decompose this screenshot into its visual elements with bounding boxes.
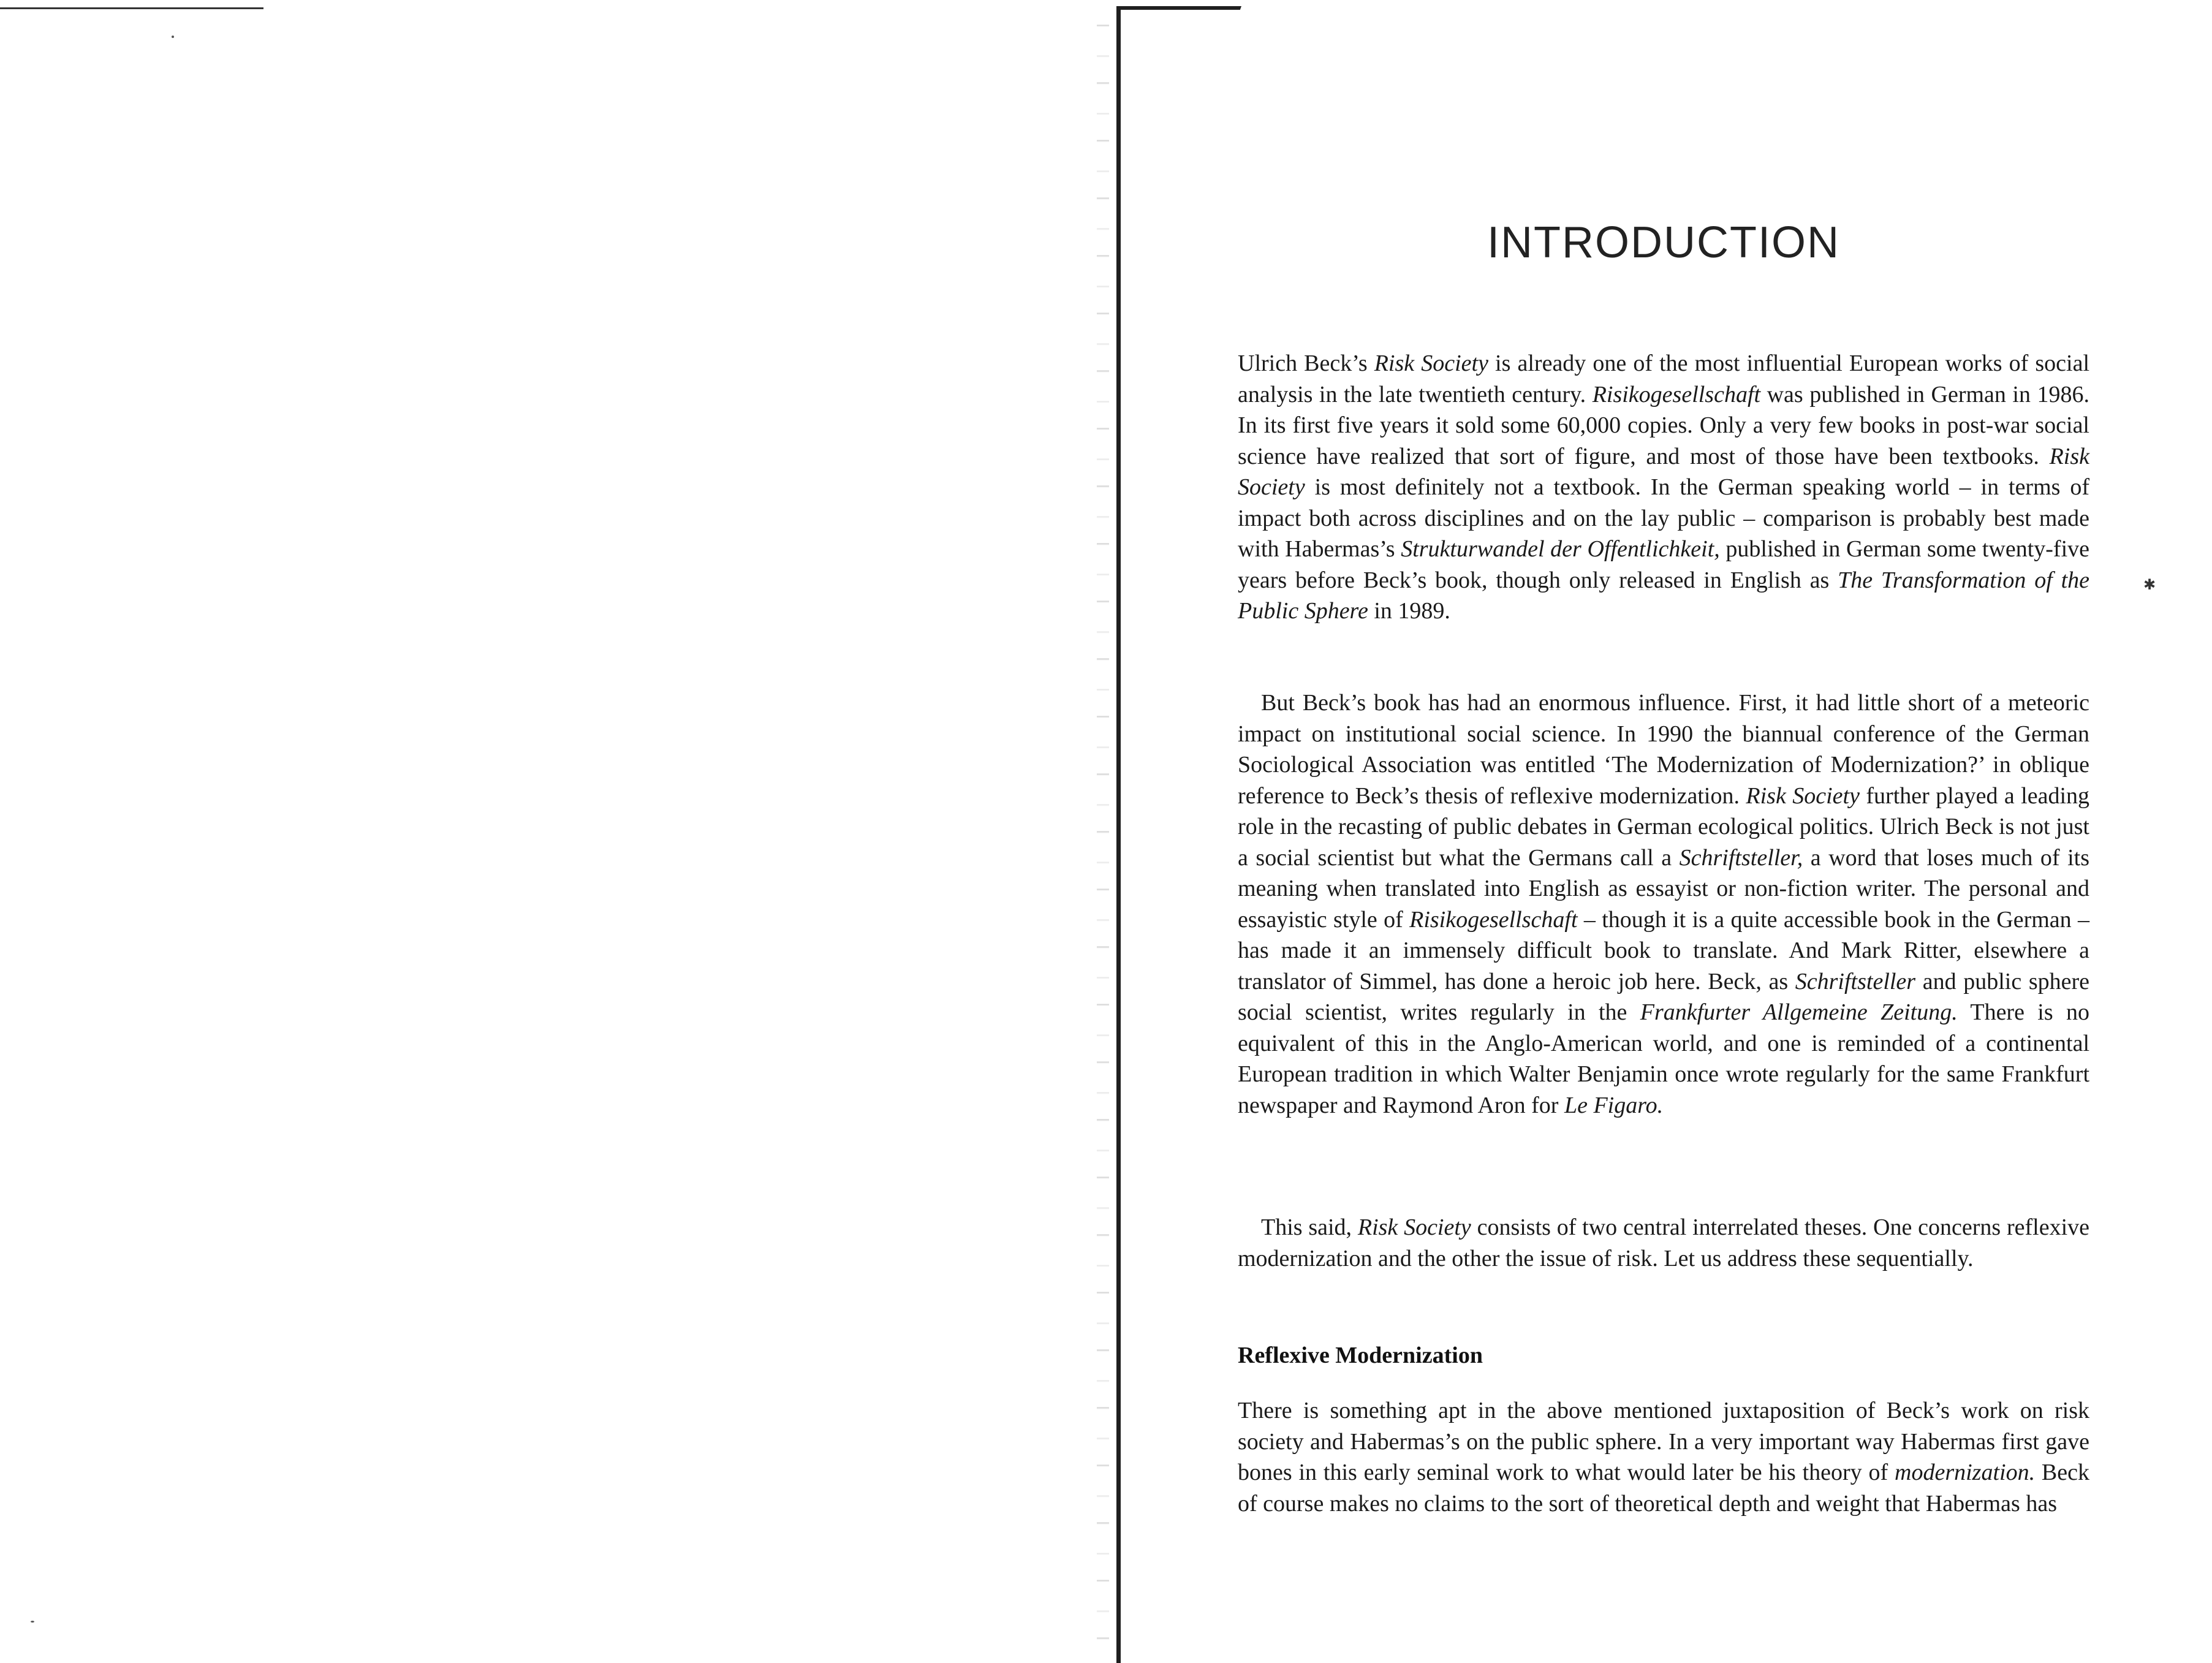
text-run: Beck of course makes no claims to the sort of theoretical depth and weight that Habermas has (1238, 1460, 2089, 1517)
body-paragraph-4 (1238, 1395, 2089, 1519)
italic-run: Risk Society (1357, 1214, 1471, 1240)
text-run: There is something apt in the above mentioned juxtaposition of Beck’s work on risk society and Habermas’s on the public sphere. In a very important way Habermas first gave bones in this early seminal work to what would later be his theory of (1238, 1398, 2089, 1485)
italic-run: Risikogesellschaft (1409, 906, 1578, 933)
body-paragraph-1 (1238, 348, 2089, 627)
italic-run: Le Figaro. (1564, 1092, 1664, 1118)
text-run: This said, (1261, 1214, 1358, 1240)
italic-run: modernization. (1895, 1460, 2036, 1485)
section-heading: Reflexive Modernization (1238, 1343, 1483, 1368)
italic-run: Risk Society (1374, 350, 1488, 376)
speck-mark (31, 1621, 34, 1623)
body-paragraph-2 (1238, 688, 2089, 1121)
text-run: is most definitely not a textbook. In the German speaking world – in terms of impact both across disciplines and on the lay public – comparison is probably best made with Habermas’s (1238, 474, 2089, 562)
italic-run: Schriftsteller, (1679, 844, 1803, 871)
text-run: published in German some twenty-five years before Beck’s book, though only released in English as (1238, 536, 2089, 593)
body-paragraph-3 (1238, 1212, 2089, 1274)
text-run: and public sphere social scientist, writes regularly in the (1238, 968, 2089, 1025)
text-run: consists of two central interrelated theses. One concerns reflexive modernization and the other the issue of risk. Let us address these sequentially. (1238, 1214, 2089, 1271)
italic-run: Frankfurter Allgemeine Zeitung. (1640, 999, 1958, 1025)
italic-run: Risikogesellschaft (1592, 381, 1761, 407)
binding-rule (1116, 6, 1121, 1663)
text-run: further played a leading role in the recasting of public debates in German ecological politics. Ulrich Beck is not just a social scientist but what the Germans call a (1238, 782, 2090, 871)
text-run: in 1989. (1368, 598, 1450, 624)
left-page-top-rule (0, 7, 263, 9)
italic-run: Schriftsteller (1795, 968, 1916, 994)
italic-run: Risk Society (1238, 443, 2089, 500)
text-run: But Beck’s book has had an enormous influence. First, it had little short of a meteoric impact on institutional social science. In 1990 the biannual conference of the German Sociological Association was entitled ‘The Modernization of Modernization?’ in oblique reference to Beck’s thesis of reflexive modernization. (1238, 690, 2089, 809)
book-gutter (1097, 0, 1109, 1663)
text-run: was published in German in 1986. In its first five years it sold some 60,000 copies. Only a very few books in post-war social science have realized that sort of figure, and most of those have been textbooks. (1238, 381, 2089, 469)
italic-run: Strukturwandel der Offentlichkeit, (1401, 536, 1720, 562)
text-run: a word that loses much of its meaning when translated into English as essayist or non-fiction writer. The personal and essayistic style of (1238, 844, 2089, 933)
text-run: Ulrich Beck’s (1238, 350, 1374, 376)
text-run: is already one of the most influential European works of social analysis in the late twentieth century. (1238, 350, 2089, 407)
text-run: There is no equivalent of this in the Anglo-American world, and one is reminded of a continental European tradition in which Walter Benjamin once wrote regularly for the same Frankfurt newspaper and Raymond Aron for (1238, 999, 2089, 1118)
margin-mark-icon: ✱ (2143, 576, 2156, 593)
left-page (0, 0, 1103, 1663)
italic-run: Risk Society (1746, 782, 1860, 809)
italic-run: The Transformation of the Public Sphere (1238, 567, 2090, 624)
speck-mark (172, 36, 174, 38)
text-run: – though it is a quite accessible book in the German – has made it an immensely difficult book to translate. And Mark Ritter, elsewhere a translator of Simmel, has done a heroic job here. Beck, as (1238, 906, 2089, 994)
chapter-title: INTRODUCTION (1487, 218, 1840, 267)
